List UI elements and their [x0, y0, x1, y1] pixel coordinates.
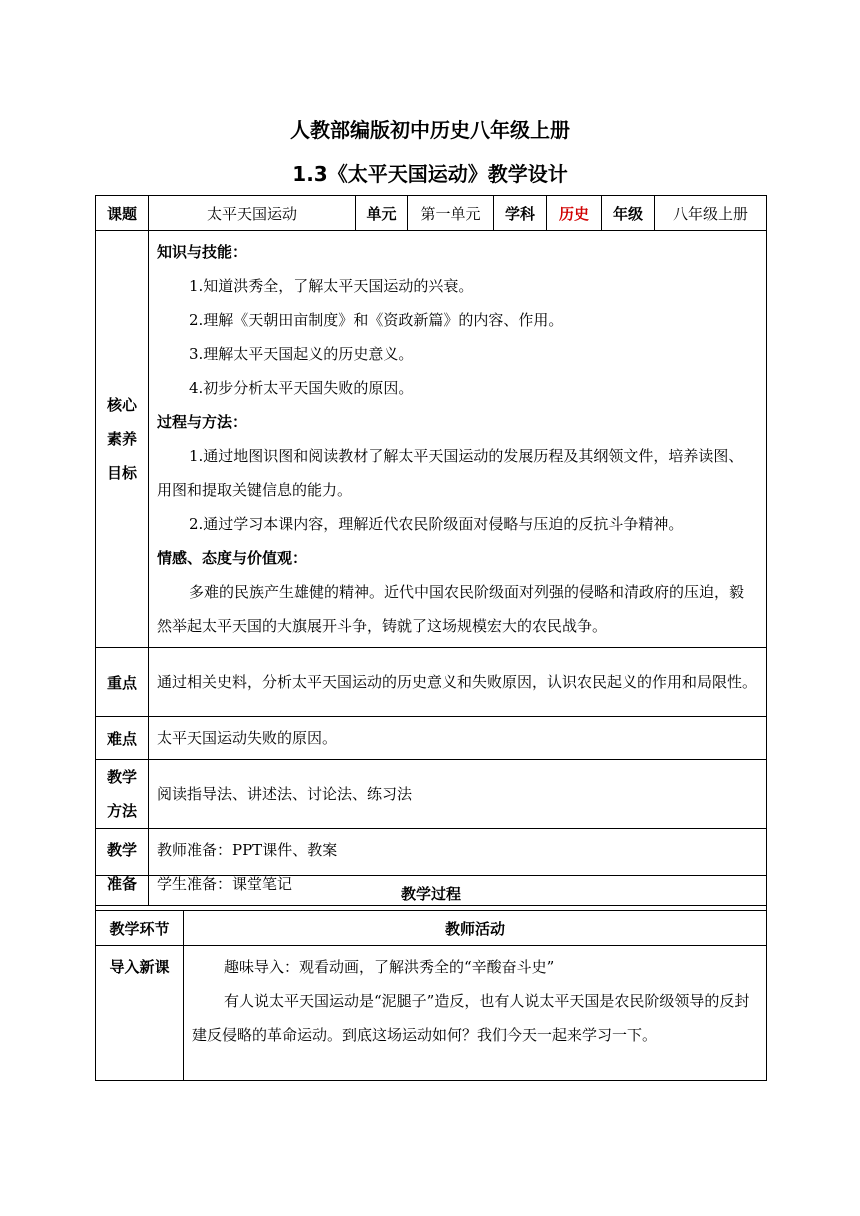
- goals-label: [96, 231, 149, 648]
- emotion-text: 多难的民族产生雄健的精神。近代中国农民阶级面对列强的侵略和清政府的压迫，毅然举起太平天国的大旗展开斗争，铸就了这场规模宏大的农民战争。: [157, 583, 745, 635]
- intro-label: 导入新课: [96, 946, 184, 1081]
- method-row: [96, 760, 767, 829]
- method-label: [96, 760, 149, 829]
- process-item: 2.通过学习本课内容，理解近代农民阶级面对侵略与压迫的反抗斗争精神。: [189, 515, 684, 533]
- column-stage: 教学环节: [96, 911, 184, 946]
- method-text: 阅读指导法、讲述法、讨论法、练习法: [149, 760, 767, 829]
- method-label-line: 教学: [106, 768, 137, 786]
- process-header-row: [96, 876, 767, 911]
- keypoint-row: [96, 648, 767, 717]
- topic-label: 课题: [96, 196, 149, 231]
- process-column-row: [96, 911, 767, 946]
- intro-content: [184, 946, 767, 1081]
- grade-value: 八年级上册: [655, 196, 767, 231]
- goals-label-line: 目标: [106, 464, 137, 482]
- knowledge-heading: 知识与技能：: [157, 243, 248, 261]
- method-label-line: 方法: [106, 802, 137, 820]
- intro-row: [96, 946, 767, 1081]
- knowledge-item: 1.知道洪秀全，了解太平天国运动的兴衰。: [189, 277, 474, 295]
- prep-label-line: 教学: [106, 841, 137, 859]
- subject-value: 历史: [547, 196, 602, 231]
- intro-line: 有人说太平天国运动是“泥腿子”造反，也有人说太平天国是农民阶级领导的反封建反侵略的革命运动。到底这场运动如何？我们今天一起来学习一下。: [192, 992, 750, 1044]
- document-title: 人教部编版初中历史八年级上册: [290, 118, 570, 142]
- keypoint-text: 通过相关史料，分析太平天国运动的历史意义和失败原因，认识农民起义的作用和局限性。: [149, 648, 767, 717]
- difficulty-text: 太平天国运动失败的原因。: [149, 717, 767, 760]
- prep-label-line: 准备: [106, 875, 137, 893]
- difficulty-label: 难点: [96, 717, 149, 760]
- keypoint-label: 重点: [96, 648, 149, 717]
- knowledge-item: 2.理解《天朝田亩制度》和《资政新篇》的内容、作用。: [189, 311, 564, 329]
- teaching-process-table: [95, 875, 767, 1081]
- unit-value: 第一单元: [408, 196, 494, 231]
- info-row: [96, 196, 767, 231]
- goals-label-line: 核心: [106, 396, 137, 414]
- goals-content: [149, 231, 767, 648]
- emotion-heading: 情感、态度与价值观：: [157, 549, 308, 567]
- goals-row: [96, 231, 767, 648]
- subject-label: 学科: [494, 196, 547, 231]
- process-heading: 过程与方法：: [157, 413, 248, 431]
- topic-value: 太平天国运动: [149, 196, 356, 231]
- unit-label: 单元: [356, 196, 408, 231]
- grade-label: 年级: [602, 196, 655, 231]
- column-teacher-activity: 教师活动: [184, 911, 767, 946]
- intro-line: 趣味导入：观看动画，了解洪秀全的“辛酸奋斗史”: [224, 958, 555, 976]
- knowledge-item: 3.理解太平天国起义的历史意义。: [189, 345, 414, 363]
- difficulty-row: [96, 717, 767, 760]
- teacher-prep: 教师准备：PPT课件、教案: [157, 841, 338, 859]
- document-subtitle: 1.3《太平天国运动》教学设计: [292, 162, 568, 186]
- lesson-info-table: [95, 195, 767, 906]
- student-prep: 学生准备：课堂笔记: [157, 875, 293, 893]
- process-item: 1.通过地图识图和阅读教材了解太平天国运动的发展历程及其纲领文件，培养读图、用图和提取关键信息的能力。: [157, 447, 744, 499]
- knowledge-item: 4.初步分析太平天国失败的原因。: [189, 379, 414, 397]
- goals-label-line: 素养: [106, 430, 137, 448]
- process-header: 教学过程: [96, 876, 767, 911]
